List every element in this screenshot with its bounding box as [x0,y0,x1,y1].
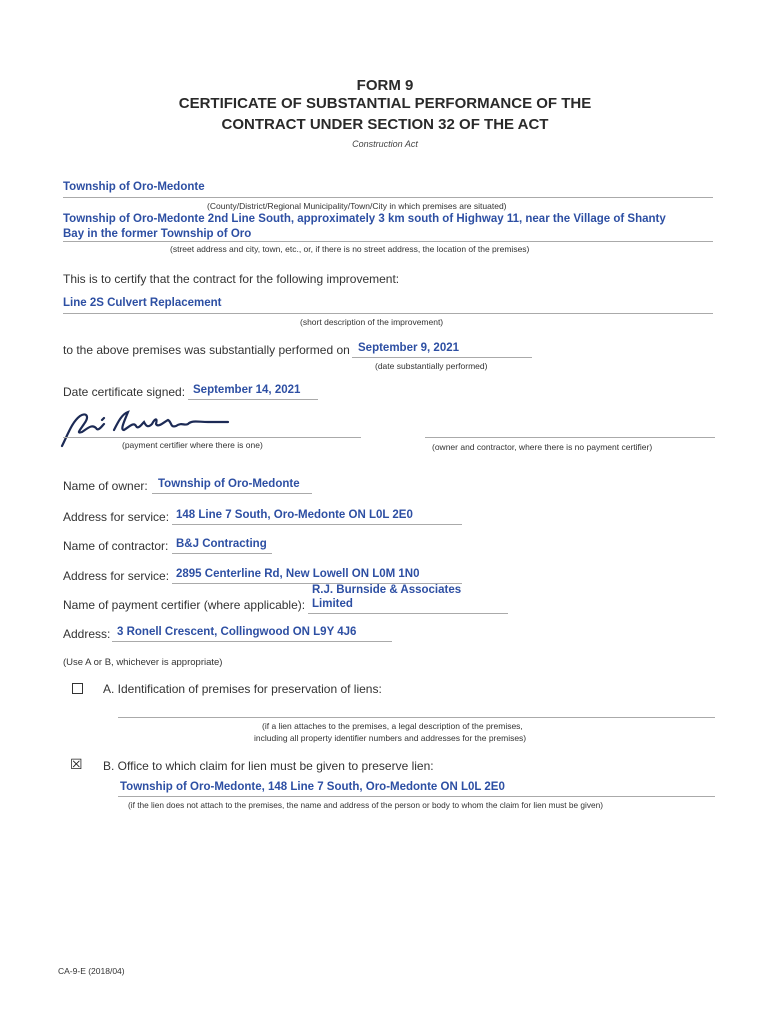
option-b-value[interactable]: Township of Oro-Medonte, 148 Line 7 South, Oro-Medonte ON L0L 2E0 [120,781,505,793]
certifier-line [308,613,508,614]
contractor-address-label: Address for service: [63,569,170,583]
owner-caption: (owner and contractor, where there is no payment certifier) [432,442,653,452]
owner-address-line [172,524,462,525]
owner-value[interactable]: Township of Oro-Medonte [158,478,300,490]
performed-caption: (date substantially performed) [375,361,488,371]
certifier-signature-line [63,437,361,438]
certifier-value-line1[interactable]: R.J. Burnside & Associates [312,584,462,596]
address-line2[interactable]: Bay in the former Township of Oro [63,228,252,240]
certifier-address-line [112,641,392,642]
address-line1[interactable]: Township of Oro-Medonte 2nd Line South, approximately 3 km south of Highway 11, near the Village of Shanty [63,213,666,225]
form-number: FORM 9 [356,77,414,94]
certifier-label: Name of payment certifier (where applicable): [63,598,306,612]
municipality-caption: (County/District/Regional Municipality/Town/City in which premises are situated) [207,201,507,211]
contractor-line [172,553,272,554]
municipality-value[interactable]: Township of Oro-Medonte [63,181,205,193]
municipality-line [63,197,713,198]
performed-line [352,357,532,358]
address-line [63,241,713,242]
signed-date[interactable]: September 14, 2021 [193,384,301,396]
certify-text: This is to certify that the contract for the following improvement: [63,272,400,286]
owner-label: Name of owner: [63,479,148,493]
owner-line [152,493,312,494]
performed-date[interactable]: September 9, 2021 [358,342,460,354]
option-a-line [118,717,715,718]
option-b-checkbox[interactable]: ☒ [70,756,83,772]
owner-address-label: Address for service: [63,510,170,524]
form-code: CA-9-E (2018/04) [58,966,125,976]
contractor-address-value[interactable]: 2895 Centerline Rd, New Lowell ON L0M 1N0 [176,568,420,580]
contractor-value[interactable]: B&J Contracting [176,538,267,550]
contractor-label: Name of contractor: [63,539,169,553]
option-b-caption: (if the lien does not attach to the premises, the name and address of the person or body to whom the claim for lien must be given) [128,800,604,810]
address-caption: (street address and city, town, etc., or, if there is no street address, the location of the premises) [170,244,530,254]
certifier-address-value[interactable]: 3 Ronell Crescent, Collingwood ON L9Y 4J6 [117,626,357,638]
owner-address-value[interactable]: 148 Line 7 South, Oro-Medonte ON L0L 2E0 [176,509,413,521]
improvement-caption: (short description of the improvement) [300,317,444,327]
owner-signature-line [425,437,715,438]
improvement-value[interactable]: Line 2S Culvert Replacement [63,297,222,309]
form-title-line2: CONTRACT UNDER SECTION 32 OF THE ACT [221,116,549,133]
certifier-value-line2[interactable]: Limited [312,598,353,610]
signed-label: Date certificate signed: [63,385,186,399]
option-b-line [118,796,715,797]
form-title-line1: CERTIFICATE OF SUBSTANTIAL PERFORMANCE OF THE [178,95,592,112]
act-name: Construction Act [352,139,418,149]
signed-line [188,399,318,400]
option-a-caption1: (if a lien attaches to the premises, a legal description of the premises, [262,721,523,731]
certifier-address-label: Address: [63,627,111,641]
option-a-checkbox[interactable] [72,683,83,694]
performed-text: to the above premises was substantially performed on [63,343,350,357]
option-b-label: B. Office to which claim for lien must be given to preserve lien: [103,759,434,773]
certifier-caption: (payment certifier where there is one) [122,440,263,450]
option-a-caption2: including all property identifier numbers and addresses for the premises) [254,733,527,743]
improvement-line [63,313,713,314]
options-instruction: (Use A or B, whichever is appropriate) [63,657,223,668]
option-a-label: A. Identification of premises for preservation of liens: [103,682,382,696]
